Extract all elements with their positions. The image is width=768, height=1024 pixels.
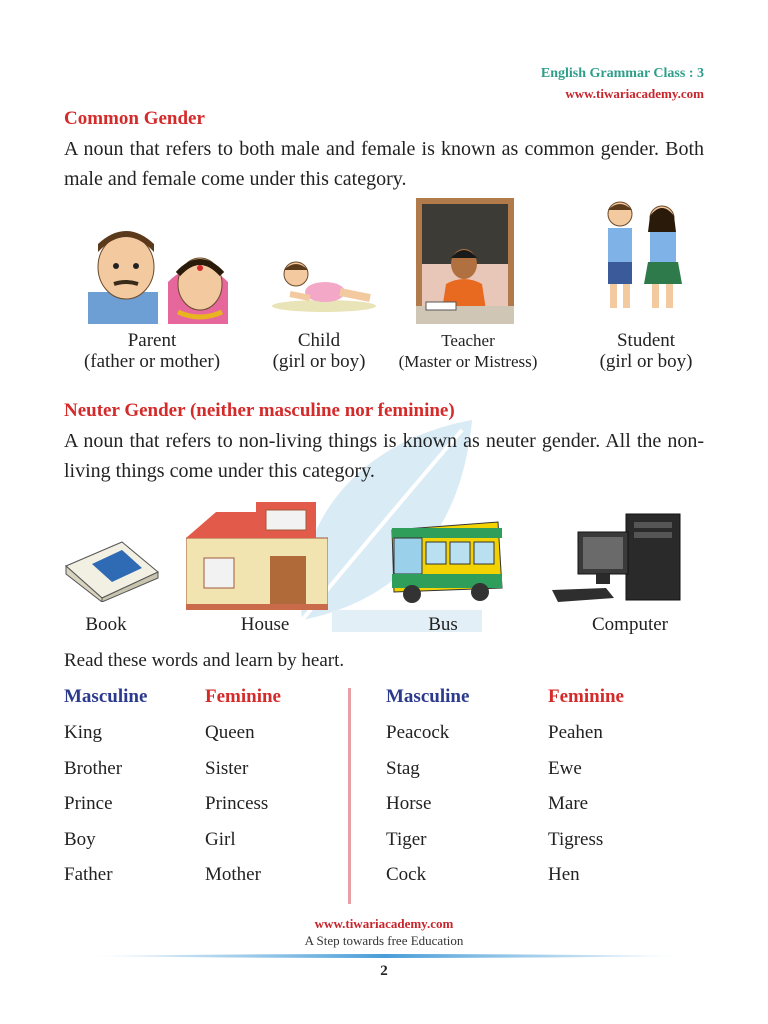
word-cell: Peahen: [548, 722, 603, 743]
book-picture: [62, 536, 160, 602]
common-gender-title: Common Gender: [64, 108, 205, 129]
word-cell: Sister: [205, 757, 249, 779]
neuter-gender-title: Neuter Gender (neither masculine nor feminine): [64, 400, 455, 421]
word-cell: Stag: [386, 757, 420, 779]
left-masculine-column: [64, 686, 147, 900]
caption-computer: Computer: [592, 614, 668, 635]
footer-tagline: A Step towards free Education: [304, 933, 464, 948]
word-cell: Father: [64, 864, 113, 885]
word-cell: Queen: [205, 722, 255, 743]
word-cell: Mare: [548, 793, 589, 814]
right-feminine-header: Feminine: [548, 686, 624, 707]
word-cell: Peacock: [386, 722, 450, 743]
word-cell: Horse: [386, 793, 432, 814]
caption-book: Book: [85, 614, 127, 635]
word-cell: Brother: [64, 757, 123, 779]
neuter-gender-text: A noun that refers to non-living things is known as neuter gender. All the non-living things come under this category.: [64, 430, 704, 482]
caption-bus: Bus: [428, 614, 458, 635]
word-cell: Prince: [64, 793, 113, 814]
right-masculine-column: [386, 686, 469, 900]
computer-picture: [548, 512, 684, 604]
word-cell: Princess: [205, 793, 269, 814]
word-cell: Cock: [386, 864, 427, 885]
right-feminine-column: [548, 686, 624, 900]
footer-website: www.tiwariacademy.com: [314, 916, 454, 931]
page-number: 2: [380, 963, 388, 979]
right-masculine-header: Masculine: [386, 686, 470, 707]
left-masculine-header: Masculine: [64, 686, 148, 707]
word-cell: Mother: [205, 864, 261, 885]
page-header: [541, 64, 704, 104]
left-feminine-header: Feminine: [205, 686, 281, 707]
word-cell: King: [64, 722, 102, 743]
header-website: www.tiwariacademy.com: [565, 86, 704, 101]
student-picture: [592, 196, 692, 316]
word-cell: Hen: [548, 864, 580, 885]
bus-picture: [386, 518, 506, 604]
parent-picture: [78, 222, 238, 324]
word-cell: Tiger: [386, 828, 427, 850]
caption-house: House: [240, 614, 290, 635]
teacher-picture: [416, 198, 514, 324]
word-cell: Boy: [64, 828, 96, 850]
common-gender-text: A noun that refers to both male and female is known as common gender. Both male and female come under this category.: [64, 138, 704, 190]
header-title: English Grammar Class : 3: [540, 66, 704, 81]
left-feminine-column: [205, 686, 281, 900]
house-picture: [186, 498, 328, 610]
caption-parent: Parent (father or mother): [83, 330, 221, 372]
child-picture: [270, 254, 378, 314]
caption-child: Child (girl or boy): [272, 330, 366, 372]
table-divider: [348, 688, 351, 904]
caption-teacher: Teacher (Master or Mistress): [398, 331, 538, 371]
word-cell: Ewe: [548, 757, 582, 779]
word-cell: Tigress: [548, 828, 604, 850]
read-instruction: Read these words and learn by heart.: [64, 650, 345, 671]
word-cell: Girl: [205, 828, 236, 850]
footer-bar: [85, 953, 685, 959]
caption-student: Student (girl or boy): [599, 330, 693, 372]
